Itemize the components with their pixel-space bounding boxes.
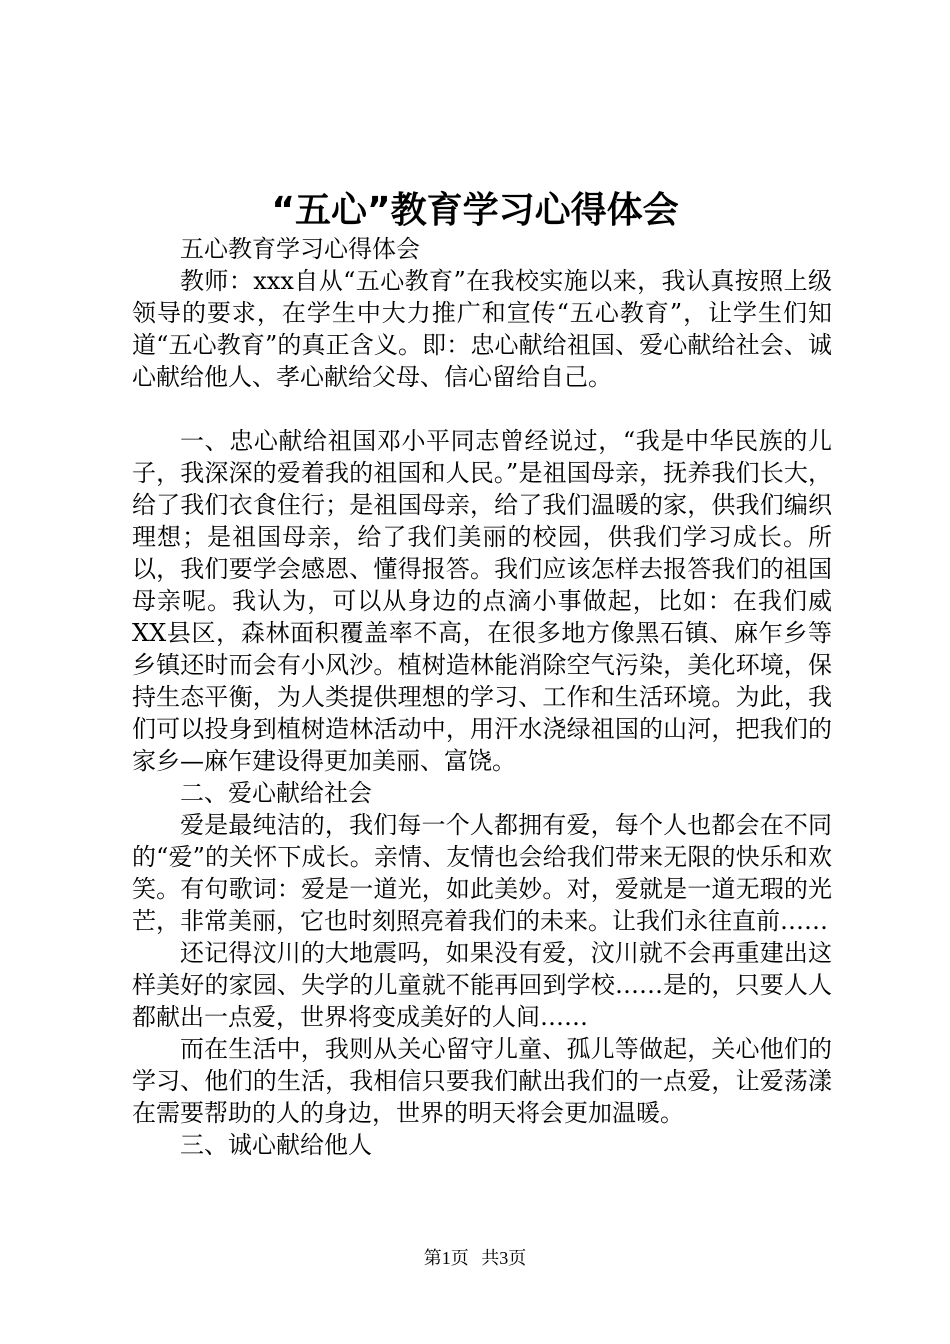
- page-number: 第1页: [423, 1248, 469, 1268]
- section-2-paragraph-3: 而在生活中，我则从关心留守儿童、孤儿等做起，关心他们的学习、他们的生活，我相信只要我们献出我们的一点爱，让爱荡漾在需要帮助的人的身边，世界的明天将会更加温暖。: [132, 1035, 832, 1127]
- page-total: 共3页: [481, 1248, 527, 1268]
- section-3-heading: 三、诚心献给他人: [180, 1131, 372, 1159]
- intro-paragraph: 教师：xxx自从“五心教育”在我校实施以来，我认真按照上级领导的要求，在学生中大力推广和宣传“五心教育”，让学生们知道“五心教育”的真正含义。即：忠心献给祖国、爱心献给社会、诚心献给他人、孝心献给父母、信心留给自己。: [132, 267, 832, 391]
- subtitle-paragraph: 五心教育学习心得体会: [180, 235, 420, 263]
- section-2-paragraph-1: 爱是最纯洁的，我们每一个人都拥有爱，每个人也都会在不同的“爱”的关怀下成长。亲情、友情也会给我们带来无限的快乐和欢笑。有句歌词：爱是一道光，如此美妙。对，爱就是一道无瑕的光芒，非常美丽，它也时刻照亮着我们的未来。让我们永往直前……: [132, 811, 832, 935]
- document-title: “五心”教育学习心得体会: [271, 190, 679, 231]
- section-2-paragraph-2: 还记得汶川的大地震吗，如果没有爱，汶川就不会再重建出这样美好的家园、失学的儿童就不能再回到学校……是的，只要人人都献出一点爱，世界将变成美好的人间……: [132, 939, 832, 1031]
- document-body: [132, 233, 832, 1161]
- page-footer: [0, 1246, 950, 1270]
- section-2-heading: 二、爱心献给社会: [180, 779, 372, 807]
- section-1-paragraph: 一、忠心献给祖国邓小平同志曾经说过，“我是中华民族的儿子，我深深的爱着我的祖国和人民。”是祖国母亲，抚养我们长大，给了我们衣食住行；是祖国母亲，给了我们温暖的家，供我们编织理想；是祖国母亲，给了我们美丽的校园，供我们学习成长。所以，我们要学会感恩、懂得报答。我们应该怎样去报答我们的祖国母亲呢。我认为，可以从身边的点滴小事做起，比如：在我们威XX县区，森林面积覆盖率不高，在很多地方像黑石镇、麻乍乡等乡镇还时而会有小风沙。植树造林能消除空气污染，美化环境，保持生态平衡，为人类提供理想的学习、工作和生活环境。为此，我们可以投身到植树造林活动中，用汗水浇绿祖国的山河，把我们的家乡—麻乍建设得更加美丽、富饶。: [132, 427, 832, 775]
